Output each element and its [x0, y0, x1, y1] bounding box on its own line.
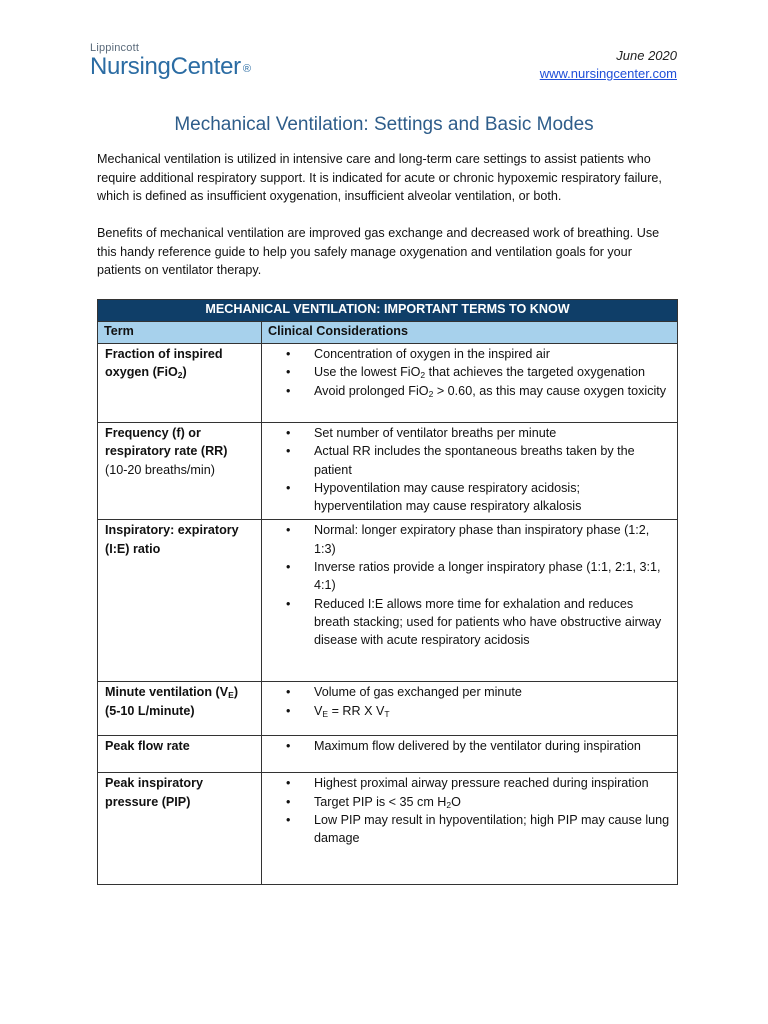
term-note: (10-20 breaths/min): [105, 462, 215, 477]
registered-mark: ®: [242, 63, 251, 75]
considerations-cell: [262, 344, 678, 423]
table-row: [98, 344, 678, 423]
bullet-icon: •: [286, 776, 291, 791]
list-item: • Maximum flow delivered by the ventilator during inspiration: [262, 737, 671, 755]
table-row: [98, 736, 678, 773]
intro-paragraph-1: Mechanical ventilation is utilized in intensive care and long-term care settings to assist patients who require additional respiratory support. It is indicated for acute or chronic hypoxemic respiratory failure, which is defined as insufficient oxygenation, insufficient alveolar ventilation, or both.: [97, 152, 662, 203]
list-item: • Normal: longer expiratory phase than inspiratory phase (1:2, 1:3): [286, 523, 650, 556]
list-item: • Concentration of oxygen in the inspired air: [262, 345, 671, 363]
bullet-icon: •: [286, 560, 291, 575]
table-row: [98, 682, 678, 736]
term-cell: Frequency (f) or respiratory rate (RR) (10-20 breaths/min): [98, 423, 262, 520]
list-item: • Actual RR includes the spontaneous breaths taken by the patient: [286, 444, 635, 477]
list-item: • Reduced I:E allows more time for exhalation and reduces breath stacking; used for patients who have obstructive airway disease with acute respiratory acidosis: [286, 596, 662, 648]
considerations-cell: [262, 520, 678, 682]
bullet-icon: •: [286, 685, 291, 700]
list-item: • Volume of gas exchanged per minute: [262, 683, 671, 701]
bullet-icon: •: [286, 383, 291, 398]
list-item: • Low PIP may result in hypoventilation; high PIP may cause lung damage: [286, 813, 670, 846]
table-row: [98, 423, 678, 520]
intro-paragraph-2: Benefits of mechanical ventilation are improved gas exchange and decreased work of breathing. Use this handy reference guide to help you safely manage oxygenation and ventilation goals for your patients on ventilator therapy.: [97, 226, 660, 277]
term-cell: Minute ventilation $(V_E)$ (5-10 L/minute): [98, 682, 262, 736]
list-item: • $V_E$ = RR X $V_T$: [286, 703, 390, 719]
bullet-icon: •: [286, 365, 291, 380]
table-row: [98, 520, 678, 682]
bullet-icon: •: [286, 523, 291, 538]
considerations-cell: [262, 423, 678, 520]
bullet-icon: •: [286, 444, 291, 459]
table-heading: MECHANICAL VENTILATION: IMPORTANT TERMS TO KNOW: [98, 300, 678, 322]
list-item: • Highest proximal airway pressure reached during inspiration: [262, 774, 671, 792]
bullet-icon: •: [286, 703, 291, 718]
list-item: • Target PIP is < 35 cm $H_2O$: [286, 794, 461, 810]
list-item: • Inverse ratios provide a longer inspiratory phase (1:1, 2:1, 3:1, 4:1): [286, 560, 661, 593]
nursingcenter-logo: [90, 42, 251, 80]
header-meta: [540, 47, 677, 83]
considerations-cell: [262, 773, 678, 885]
logo-lippincott-text: Lippincott: [90, 42, 140, 54]
column-header-considerations: Clinical Considerations: [262, 322, 678, 344]
publication-date: June 2020: [616, 48, 677, 63]
list-item: • Use the lowest FiO$_2$ that achieves the targeted oxygenation: [286, 365, 645, 381]
column-header-term: Term: [98, 322, 262, 344]
bullet-icon: •: [286, 480, 291, 495]
bullet-icon: •: [286, 596, 291, 611]
logo-nursingcenter-text: NursingCenter ®: [90, 53, 251, 80]
term-cell: Peak inspiratory pressure (PIP): [98, 773, 262, 885]
list-item: • Avoid prolonged FiO$_2$ > 0.60, as this may cause oxygen toxicity: [286, 383, 667, 399]
term-cell: Fraction of inspired oxygen (FiO$_2$): [98, 344, 262, 423]
term-cell: Peak flow rate: [98, 736, 262, 773]
list-item: • Set number of ventilator breaths per minute: [262, 424, 671, 442]
table-row: [98, 773, 678, 885]
website-link[interactable]: www.nursingcenter.com: [539, 66, 677, 81]
bullet-icon: •: [286, 813, 291, 828]
page-title: Mechanical Ventilation: Settings and Basic Modes: [174, 114, 594, 135]
considerations-cell: [262, 736, 678, 773]
term-cell: Inspiratory: expiratory (I:E) ratio: [98, 520, 262, 682]
list-item: • Hypoventilation may cause respiratory acidosis; hyperventilation may cause respiratory alkalosis: [286, 480, 582, 514]
bullet-icon: •: [286, 794, 291, 809]
bullet-icon: •: [286, 426, 291, 440]
considerations-cell: [262, 682, 678, 736]
bullet-icon: •: [286, 739, 291, 754]
terms-table: [97, 299, 678, 885]
bullet-icon: •: [286, 347, 291, 361]
